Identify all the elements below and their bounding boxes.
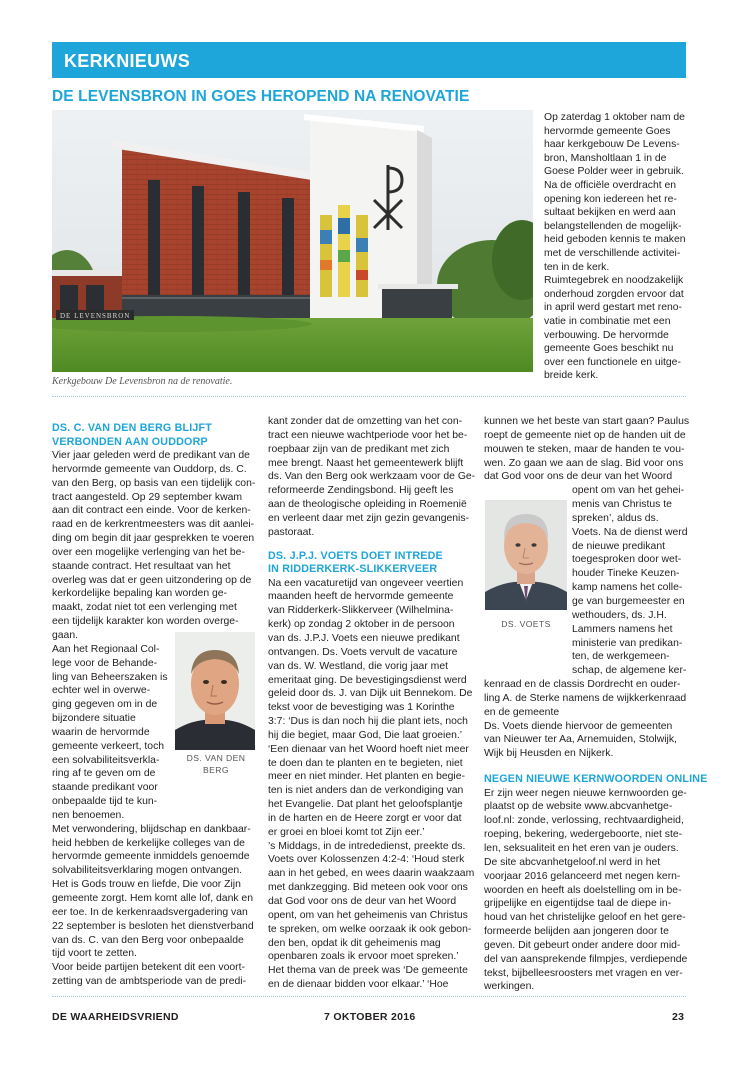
portrait-berg-caption <box>178 752 254 776</box>
text-line: bron, Mansholtlaan 1 in de <box>544 152 667 164</box>
text-line: opent, om van het geheimenis van Christus <box>268 909 468 921</box>
text-line: ds. Van den Berg ook werkzaam voor de Ge- <box>268 471 476 483</box>
text-line: schap, de algemene ker- <box>572 665 687 677</box>
text-line: te doen dan te planten en te begieten, niet <box>268 757 463 769</box>
text-line: en de gemeente <box>484 706 560 718</box>
text-line: Lammers namens het <box>572 623 673 635</box>
text-line: pastoraat. <box>268 526 315 538</box>
text-line: gemeente Goes beschikt nu <box>544 343 674 355</box>
text-line: Wijk bij Heusden en Nijkerk. <box>484 748 614 760</box>
text-line: menis van Christus te <box>572 499 672 511</box>
text-line: in de harten en de Heere zorgt er voor dat <box>268 812 462 824</box>
text-line: belangstellenden de mogelijk- <box>544 220 682 232</box>
text-line: meer en niet minder. Het planten en begie- <box>268 771 465 783</box>
berg-headline-line: DS. C. VAN DEN BERG BLIJFT <box>52 422 212 434</box>
text-line: ten, de werkgemeen- <box>572 651 670 663</box>
text-line: plaatst op de website www.abcvanhetge- <box>484 801 673 813</box>
text-line: houd van het christelijke geloof en het gere- <box>484 912 686 924</box>
text-line: van ds. C. van den Berg voor onbepaalde <box>52 934 244 946</box>
text-line: staande contract. Het resultaat van het <box>52 560 231 572</box>
text-line: zetting van de ambtsperiode van de predi- <box>52 976 247 988</box>
text-line: nen benoemen. <box>52 809 125 821</box>
church-photo <box>52 110 533 372</box>
text-line: wen. Zo gaan we aan de slag. Bid voor ons <box>484 457 684 469</box>
text-line: Aan het Regionaal Col- <box>52 643 160 655</box>
text-line: Na de officiële overdracht en <box>544 179 677 191</box>
text-line: toegesproken door wet- <box>572 554 682 566</box>
text-line: mee brengt. Naast het gemeentewerk blijft <box>268 457 464 469</box>
text-line: staande predikant voor <box>52 782 158 794</box>
text-line: te spreken, om welke oorzaak ik ook gebon- <box>268 923 472 935</box>
text-line: Na een vacaturetijd van ongeveer veertien <box>268 577 464 589</box>
text-line: Het is Gods trouw en liefde, Die voor Zijn <box>52 879 241 891</box>
text-line: geleid door ds. J. van Dijk uit Bennekom. De <box>268 688 473 700</box>
text-line: ten in de kerk. <box>544 261 610 273</box>
berg-headline-line: VERBONDEN AAN OUDDORP <box>52 435 208 448</box>
portrait-voets-caption: DS. VOETS <box>501 619 551 629</box>
text-line: over een functionele en uitge- <box>544 356 681 368</box>
text-line: ling A. de Sterke namens de wijkkerkenraad <box>484 692 687 704</box>
footer-page-number: 23 <box>672 1011 685 1023</box>
text-line: een tijdelijk karakter kon worden overge- <box>52 616 239 628</box>
text-line: werkingen. <box>484 981 535 993</box>
text-line: tekst, bijbelleesroosters met vragen en ver- <box>484 967 683 979</box>
text-line: maanden heeft de hervormde gemeente <box>268 591 454 603</box>
text-line: hervormde gemeente van Ouddorp, ds. C. <box>52 463 247 475</box>
text-line: tract een nieuwe wachtperiode voor het be- <box>268 429 468 441</box>
text-line: lege voor de Behande- <box>52 657 158 669</box>
text-line: ge van burgemeester en <box>572 595 685 607</box>
text-line: vatie in combinatie met een <box>544 315 671 327</box>
text-line: maakt, zodat niet tot een verlenging met <box>52 602 237 614</box>
text-line: een solvabiliteitsverkla- <box>52 754 160 766</box>
text-line: tijd voort te zetten. <box>52 948 137 960</box>
text-line: roeping, bekering, wedergeboorte, niet ste- <box>484 829 683 841</box>
text-line: onbepaalde tijd te kun- <box>52 796 158 808</box>
text-line: het Evangelie. Dat plant het geloofsplantje <box>268 799 463 811</box>
text-line: in april werd gestart met reno- <box>544 302 683 314</box>
text-line: ’s Middags, in de intrededienst, preekte ds. <box>268 840 466 852</box>
footer-divider <box>52 996 686 997</box>
text-line: spreken’, aldus ds. <box>572 512 659 524</box>
text-line: opent om van het gehei- <box>572 485 685 497</box>
column-middle <box>268 415 476 992</box>
text-line: kenraad en de classis Dordrecht en ouder- <box>484 679 681 691</box>
text-line: waarin de hervormde <box>52 726 150 738</box>
text-line: Vier jaar geleden werd de predikant van de <box>52 450 250 461</box>
text-line: aan de theologische opleiding in Roemenië <box>268 499 467 511</box>
text-line: heid geboden kennis te maken <box>544 234 686 246</box>
text-line: tract aangesteld. Op 29 september kwam <box>52 491 243 503</box>
text-line: opening kon iedereen het re- <box>544 193 677 205</box>
text-line: ‘Een dienaar van het Woord hoeft niet meer <box>268 743 469 755</box>
text-line: kerk) op zondag 2 oktober in de persoon <box>268 619 455 631</box>
text-line: openbaren zoals ik ervoor moet spreken.’ <box>268 951 459 963</box>
text-line: houder Tineke Keuzen- <box>572 568 680 580</box>
text-line: kant zonder dat de omzetting van het con- <box>268 416 463 427</box>
text-line: heid hebben de kerkelijke colleges van de <box>52 837 245 849</box>
text-line: De site abcvanhetgeloof.nl werd in het <box>484 856 661 868</box>
footer-publication: DE WAARHEIDSVRIEND <box>52 1011 179 1023</box>
portrait-voets <box>485 500 567 610</box>
text-line: Op zaterdag 1 oktober nam de <box>544 112 685 123</box>
photo-caption: Kerkgebouw De Levensbron na de renovatie. <box>52 376 233 387</box>
text-line: solvabiliteitsverklaring mogen ontvangen. <box>52 865 243 877</box>
text-line: Met verwondering, blijdschap en dankbaar- <box>52 823 251 835</box>
text-line: ontvangen. Ds. Voets vervult de vacature <box>268 646 458 658</box>
text-line: gemeente verkeert, toch <box>52 740 165 752</box>
text-line: loof.nl: zonde, verlossing, rechtvaardigheid, <box>484 815 684 827</box>
text-line: kerkordelijke bepaling kan worden ge- <box>52 588 228 600</box>
text-line: del van aansprekende filmpjes, verdiepende <box>484 953 688 965</box>
text-line: aan dit contract een einde. Voor de kerken- <box>52 505 251 517</box>
text-line: reformeerde Zendingsbond. Hij geeft les <box>268 485 454 497</box>
text-line: en verleent daar met zijn gezin gevangenis- <box>268 512 470 524</box>
text-line: raad en de kerkrentmeesters was dit aanlei- <box>52 519 255 531</box>
text-line: dat God voor ons de deur van het Woord <box>268 896 457 907</box>
text-line: verbouwing. De hervormde <box>544 329 669 341</box>
text-line: de nieuwe predikant <box>572 540 666 552</box>
text-line: er groei en bloei komt tot Zijn eer.’ <box>268 826 425 838</box>
text-line: geven. Dit gebeurt onder andere door mid- <box>484 939 681 951</box>
text-line: echter wel in overwe- <box>52 685 151 697</box>
text-line: ging gegeven om in de <box>52 699 158 711</box>
text-line: kunnen we het beste van start gaan? Paulus <box>484 416 690 427</box>
text-line: 22 september is besloten het dienstverband <box>52 920 254 932</box>
text-line: van Nieuwer ter Aa, Arnemuiden, Stolwijk, <box>484 734 677 746</box>
footer-date: 7 OKTOBER 2016 <box>324 1011 416 1023</box>
text-line: roept de gemeente niet op de handen uit de <box>484 429 686 441</box>
text-line: ding om begin dit jaar gesprekken te voeren <box>52 533 255 545</box>
text-line: van Ridderkerk-Slikkerveer (Wilhelmina- <box>268 605 454 617</box>
caption-line: BERG <box>203 765 229 775</box>
text-line: haar kerkgebouw De Levens- <box>544 139 680 151</box>
text-line: Het thema van de preek was ‘De gemeente <box>268 965 468 977</box>
text-line: van ds. J.P.J. Voets een nieuwe predikant <box>268 632 460 644</box>
text-line: hij die begiet, maar God, Die laat groeien.’ <box>268 729 463 741</box>
text-line: met dankzegging. Bid meteen ook voor ons <box>268 882 468 894</box>
text-line: len, seksualiteit en het eren van je ouders. <box>484 842 679 854</box>
text-line: mouwen te steken, maar de handen te vou- <box>484 443 685 455</box>
section-divider <box>52 396 686 397</box>
text-line: over een mogelijke verlenging van het be- <box>52 546 245 558</box>
text-line: Voets. Na de dienst werd <box>572 526 688 538</box>
text-line: Voets over Kolossenzen 4:2-4: ‘Houd sterk <box>268 854 465 866</box>
text-line: gaan. <box>52 629 79 641</box>
text-line: emeritaat ging. De bevestigingsdienst werd <box>268 674 467 686</box>
text-line: kamp namens het colle- <box>572 582 683 594</box>
text-line: dat God voor ons de deur van het Woord <box>484 471 673 483</box>
portrait-berg <box>175 632 255 750</box>
text-line: overleg was dat er geen uitzondering op de <box>52 574 252 586</box>
text-line: sultaat bekijken en werd aan <box>544 207 676 219</box>
text-line: van ds. W. Westland, die vorig jaar met <box>268 660 448 672</box>
text-line: ministerie van predikan- <box>572 637 683 649</box>
text-line: roepbaar zijn van de predikant met zich <box>268 443 450 455</box>
voets-headline-line: DS. J.P.J. VOETS DOET INTREDE <box>268 549 443 562</box>
text-line: met de verschillende activitei- <box>544 247 681 259</box>
text-line: breide kerk. <box>544 370 599 382</box>
text-line: hervormde gemeente inmiddels genoemde <box>52 851 250 863</box>
text-line: ling van Beheerszaken is <box>52 671 168 683</box>
kernwoorden-headline: NEGEN NIEUWE KERNWOORDEN ONLINE <box>484 773 708 786</box>
text-line: grijpelijke en eigentijdse taal de diepe in- <box>484 898 672 910</box>
main-headline: DE LEVENSBRON IN GOES HEROPEND NA RENOVATIE <box>52 88 470 105</box>
caption-line: DS. VAN DEN <box>186 753 246 763</box>
text-line: gemeente zorgt. Hem komt alle lof, dank en <box>52 893 253 904</box>
text-line: Ruimtegebrek en noodzakelijk <box>544 275 684 287</box>
main-article-intro <box>544 111 688 383</box>
text-line: eer toe. In de kerkenraadsvergadering van <box>52 906 248 918</box>
text-line: formeerde belijden aan jongeren door te <box>484 926 669 938</box>
text-line: onderhoud zorgden ervoor dat <box>544 288 684 300</box>
text-line: Er zijn weer negen nieuwe kernwoorden ge- <box>484 787 687 799</box>
text-line: den ben, opdat ik dit geheimenis mag <box>268 937 441 949</box>
text-line: ring af te geven om de <box>52 768 156 780</box>
text-line: 3:7: ‘Dus is dan noch hij die plant iets, noch <box>268 716 468 728</box>
text-line: voorjaar 2016 gelanceerd met negen kern- <box>484 870 681 882</box>
text-line: bijzondere situatie <box>52 713 136 725</box>
text-line: Voor beide partijen betekent dit een voort- <box>52 962 245 974</box>
text-line: ten is niet anders dan de verkondiging van <box>268 785 464 797</box>
text-line: Goese Polder weer in gebruik. <box>544 166 684 178</box>
voets-headline-line: IN RIDDERKERK-SLIKKERVEER <box>268 563 438 576</box>
svg-text:DE LEVENSBRON: DE LEVENSBRON <box>60 312 131 320</box>
section-header-band <box>52 42 686 78</box>
text-line: Ds. Voets diende hiervoor de gemeenten <box>484 720 673 732</box>
text-line: woorden en heeft als doelstelling om in be- <box>484 884 682 896</box>
text-line: wethouders, ds. J.H. <box>572 609 667 621</box>
text-line: hervormde gemeente Goes <box>544 125 671 137</box>
text-line: aan in het gebed, en wees daarin waakzaam <box>268 868 475 880</box>
text-line: van den Berg, op basis van een tijdelijk con- <box>52 477 256 489</box>
text-line: en de dienaar bidden voor elkaar.’ ‘Hoe <box>268 979 449 991</box>
section-label: KERKNIEUWS <box>64 51 191 71</box>
text-line: tekst voor de bevestiging was 1 Korinthe <box>268 702 455 714</box>
